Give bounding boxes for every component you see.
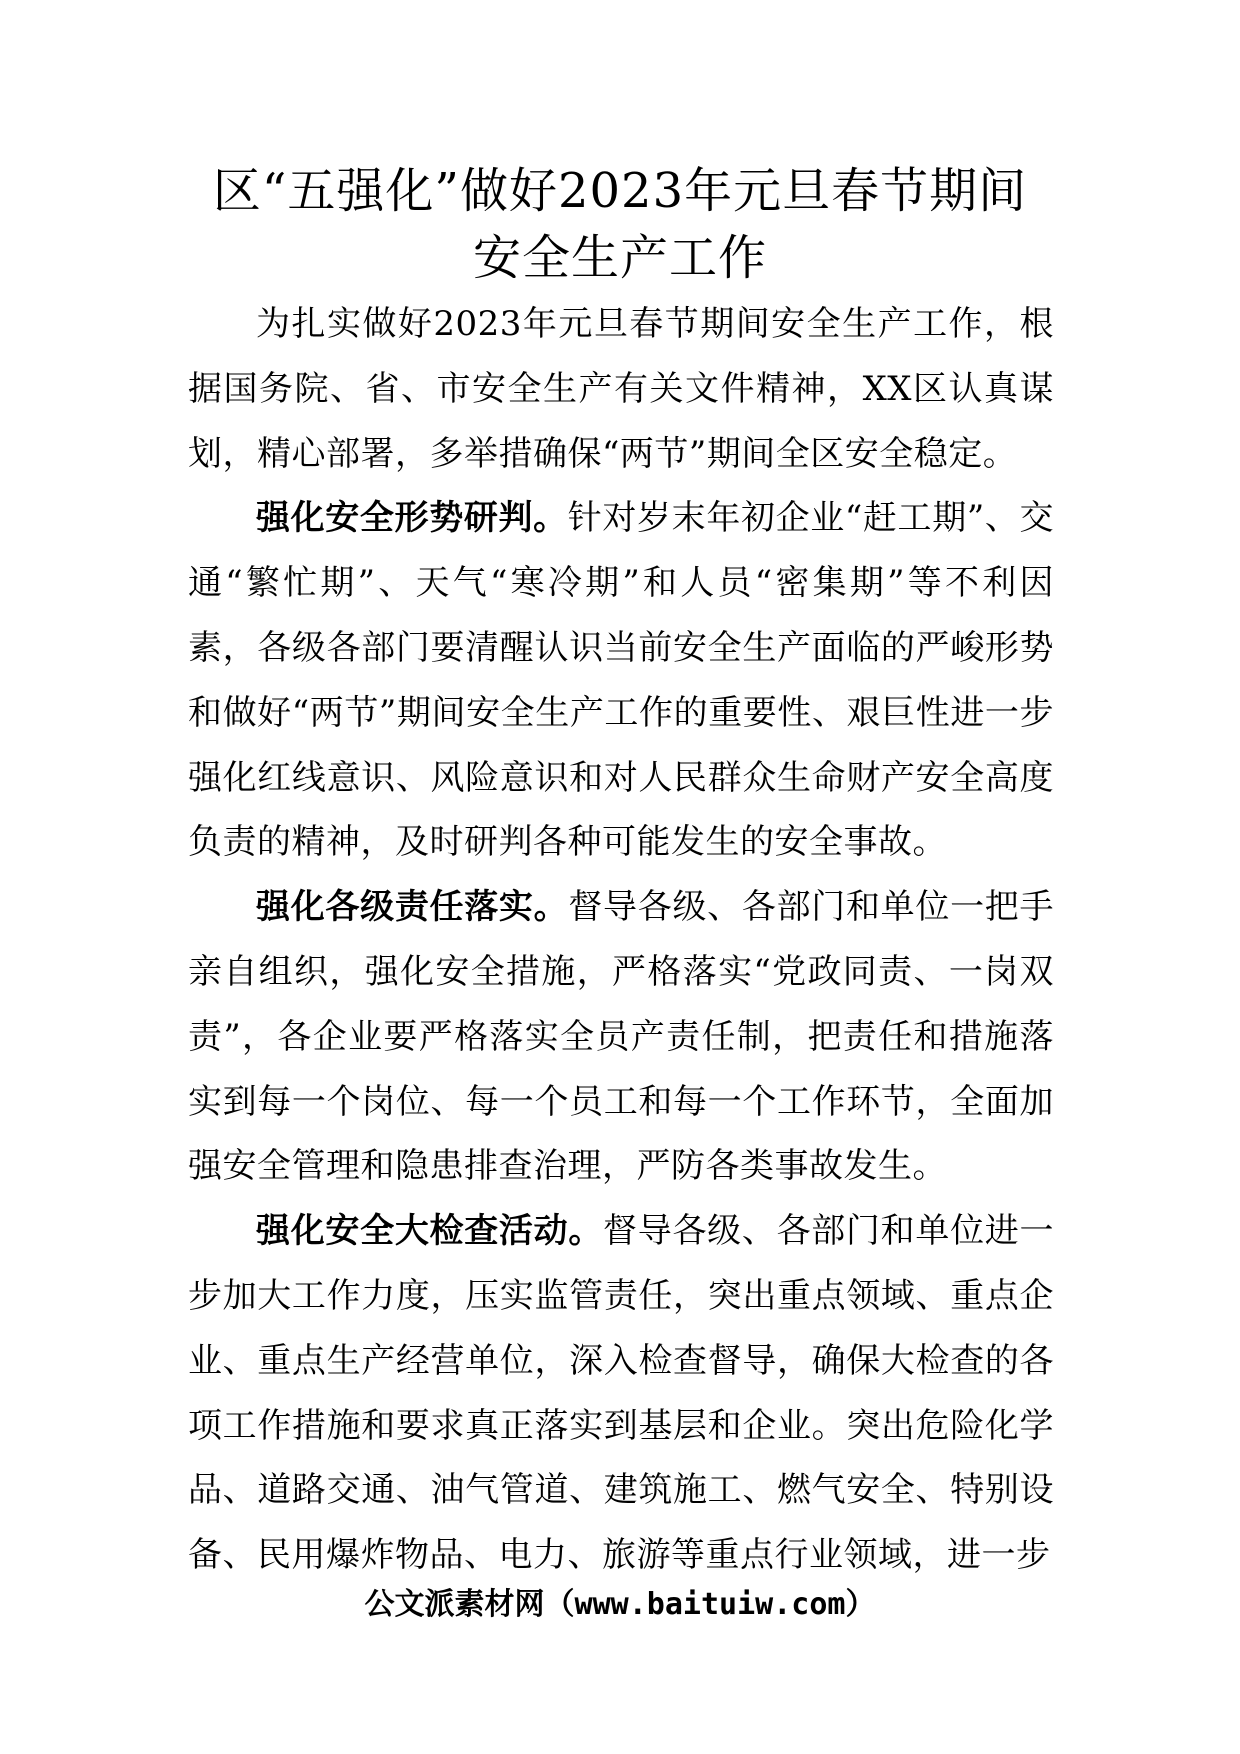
paragraph-intro <box>188 292 1054 486</box>
paragraph-responsibility <box>188 875 1054 1199</box>
document-body <box>188 292 1054 1588</box>
paragraph-text: 督导各级、各部门和单位一把手亲自组织，强化安全措施，严格落实“党政同责、一岗双责”，各企业要严格落实全员产责任制，把责任和措施落实到每一个岗位、每一个员工和每一个工作环节，全面加强安全管理和隐患排查治理，严防各类事故发生。 <box>188 887 1055 1187</box>
paragraph-situation-analysis <box>188 486 1054 875</box>
paragraph-lead: 强化安全形势研判。 <box>256 498 568 539</box>
footer-source: 公文派素材网（www.baituiw.com） <box>364 1587 876 1622</box>
paragraph-lead: 强化各级责任落实。 <box>256 887 569 928</box>
paragraph-text: 针对岁末年初企业“赶工期”、交通“繁忙期”、天气“寒冷期”和人员“密集期”等不利因素，各级各部门要清醒认识当前安全生产面临的严峻形势和做好“两节”期间安全生产工作的重要性、艰巨性进一步强化红线意识、风险意识和对人民群众生命财产安全高度负责的精神，及时研判各种可能发生的安全事故。 <box>188 498 1054 863</box>
document-title-line-2: 安全生产工作 <box>472 230 767 286</box>
document-title-line-1: 区“五强化”做好2023年元旦春节期间 <box>212 163 1028 219</box>
paragraph-text: 为扎实做好2023年元旦春节期间安全生产工作，根据国务院、省、市安全生产有关文件精神，XX区认真谋划，精心部署，多举措确保“两节”期间全区安全稳定。 <box>188 304 1054 474</box>
paragraph-inspection <box>188 1199 1054 1588</box>
paragraph-text: 督导各级、各部门和单位进一步加大工作力度，压实监管责任，突出重点领域、重点企业、重点生产经营单位，深入检查督导，确保大检查的各项工作措施和要求真正落实到基层和企业。突出危险化学品、道路交通、油气管道、建筑施工、燃气安全、特别设备、民用爆炸物品、电力、旅游等重点行业领域，进一步 <box>188 1211 1055 1576</box>
paragraph-lead: 强化安全大检查活动。 <box>256 1211 604 1252</box>
